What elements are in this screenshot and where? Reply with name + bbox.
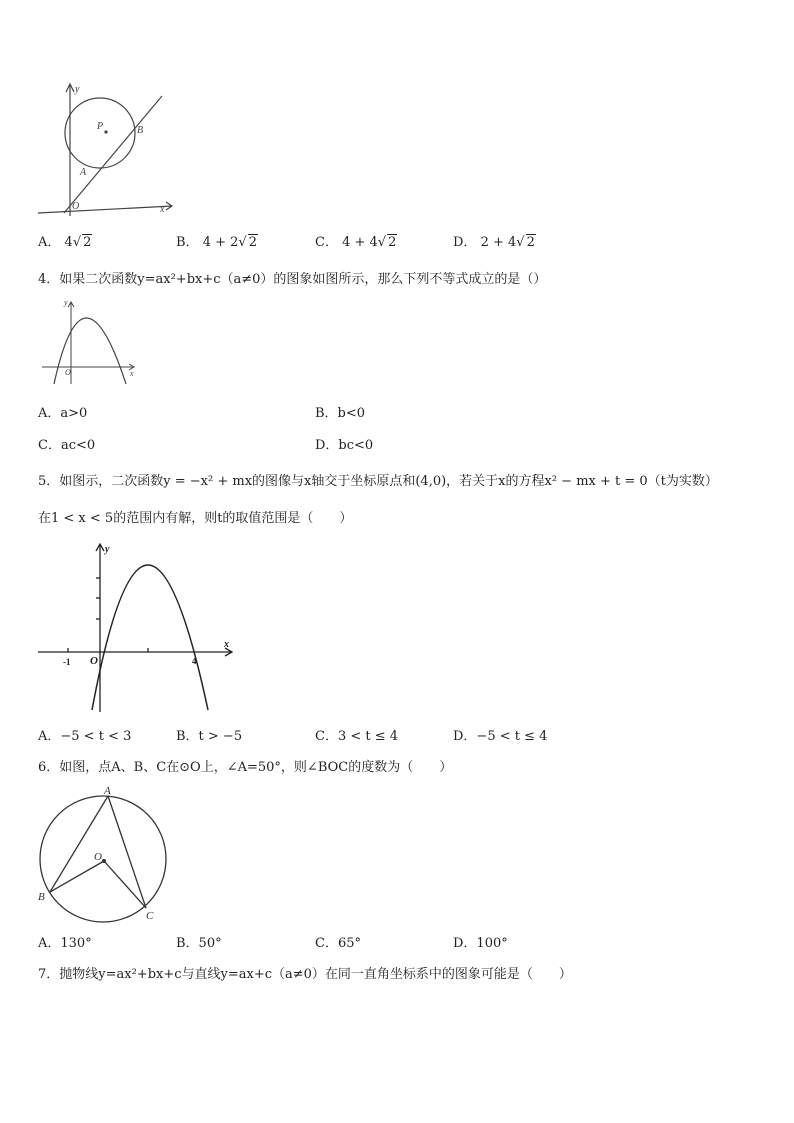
q6-option-a: A．130° xyxy=(38,936,92,951)
q5-option-c: C．3 < t ≤ 4 xyxy=(315,729,399,744)
q4-option-d: D．bc<0 xyxy=(315,438,374,453)
q6-option-d: D．100° xyxy=(453,936,508,951)
figure1-label-b: B xyxy=(137,125,144,136)
q4-stem: 4．如果二次函数y=ax²+bx+c（a≠0）的图象如图所示，那么下列不等式成立的是（） xyxy=(38,272,547,287)
q4-parabola-figure xyxy=(40,296,140,388)
q5-option-d: D．−5 < t ≤ 4 xyxy=(453,729,548,744)
q4-fig-label-x: x xyxy=(130,369,134,378)
q5-stem-line2: 在1 < x < 5的范围内有解，则t的取值范围是（ ） xyxy=(38,511,353,526)
figure1-label-x: x xyxy=(160,204,165,215)
q5-option-b: B．t > −5 xyxy=(176,729,243,744)
q6-fig-label-b: B xyxy=(38,891,45,903)
q5-stem-line1: 5．如图示，二次函数y = −x² + mx的图像与x轴交于坐标原点和(4,0)，若关于x的方程x² − mx + t = 0（t为实数） xyxy=(38,474,718,489)
q5-fig-label-neg1: -1 xyxy=(63,657,71,667)
circle-line-figure xyxy=(34,78,184,220)
q5-parabola-figure xyxy=(36,540,236,720)
q4-fig-label-o: O xyxy=(65,368,71,377)
q6-fig-label-c: C xyxy=(146,910,154,922)
q6-stem: 6．如图，点A、B、C在⊙O上，∠A=50°，则∠BOC的度数为（ ） xyxy=(38,760,453,775)
figure1-label-p: P xyxy=(97,121,104,132)
q5-option-a: A．−5 < t < 3 xyxy=(38,729,132,744)
figure1-label-a: A xyxy=(80,167,87,178)
q7-stem: 7．抛物线y=ax²+bx+c与直线y=ax+c（a≠0）在同一直角坐标系中的图象可能是（ ） xyxy=(38,967,572,982)
q6-option-b: B．50° xyxy=(176,936,222,951)
q6-option-c: C．65° xyxy=(315,936,361,951)
figure1-label-y: y xyxy=(75,84,80,95)
q6-fig-label-o: O xyxy=(94,851,102,863)
q5-fig-label-x: x xyxy=(224,639,229,650)
figure1-label-o: O xyxy=(72,201,80,212)
q5-fig-label-y: y xyxy=(105,544,110,555)
q4-option-c: C．ac<0 xyxy=(38,438,96,453)
q5-fig-label-4: 4 xyxy=(192,656,197,666)
q4-option-a: A．a>0 xyxy=(38,406,88,421)
q4-option-b: B．b<0 xyxy=(315,406,366,421)
q5-fig-label-o: O xyxy=(90,655,98,667)
q3-option-b: B． 4 + 2√ 2 xyxy=(176,235,257,250)
q3-option-c: C． 4 + 4√ 2 xyxy=(315,235,397,250)
q3-option-d: D． 2 + 4√ 2 xyxy=(453,235,535,250)
q6-fig-label-a: A xyxy=(104,785,111,797)
q4-fig-label-y: y xyxy=(64,298,68,307)
q3-option-a: A． 4√ 2 xyxy=(38,235,92,250)
q6-circle-figure xyxy=(34,782,174,924)
